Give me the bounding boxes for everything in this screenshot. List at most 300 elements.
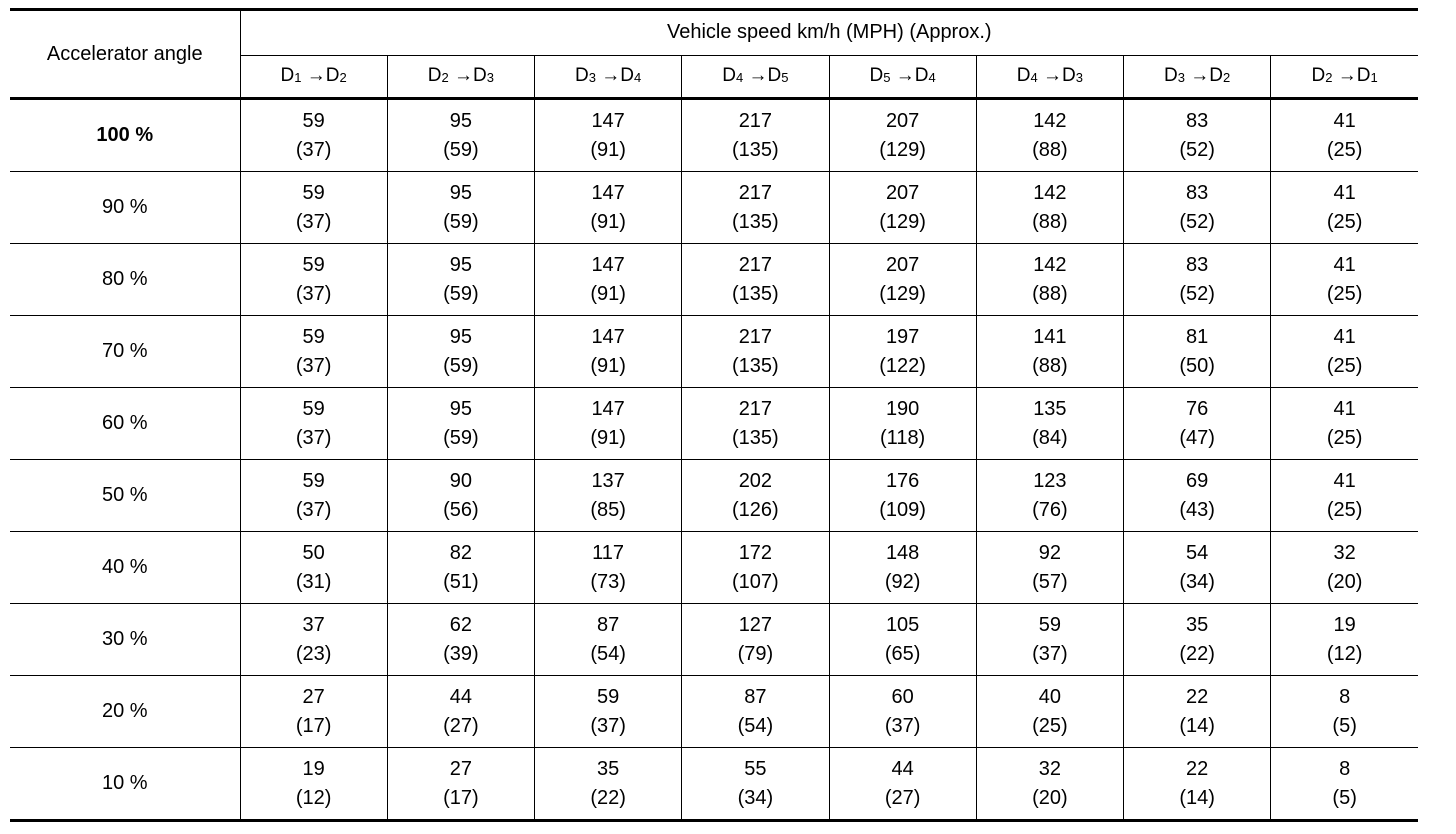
- accelerator-angle-cell: 40 %: [10, 532, 240, 604]
- speed-mph: (129): [879, 138, 926, 161]
- speed-cell: [976, 532, 1123, 604]
- speed-mph: (43): [1179, 498, 1215, 521]
- speed-mph: (22): [1179, 642, 1215, 665]
- speed-mph: (65): [884, 642, 921, 665]
- speed-cell: [1271, 388, 1418, 460]
- speed-cell: [682, 244, 829, 316]
- speed-cell: [682, 604, 829, 676]
- speed-kmh: 147: [591, 109, 625, 132]
- speed-mph: (91): [590, 426, 626, 449]
- speed-kmh: 41: [1333, 325, 1356, 348]
- shift-header-cell: [976, 55, 1123, 98]
- speed-cell: [829, 676, 976, 748]
- speed-kmh: 217: [738, 181, 773, 204]
- shift-arrow: →: [1337, 65, 1357, 87]
- speed-kmh: 207: [885, 253, 920, 276]
- speed-mph: (12): [295, 786, 332, 809]
- speed-cell: [387, 172, 534, 244]
- speed-cell: [535, 244, 682, 316]
- speed-kmh: 32: [1333, 541, 1356, 564]
- speed-cell: [682, 316, 829, 388]
- speed-cell: [829, 244, 976, 316]
- speed-mph: (27): [884, 786, 921, 809]
- speed-cell: [1271, 316, 1418, 388]
- speed-kmh: 40: [1038, 685, 1061, 708]
- speed-mph: (91): [590, 138, 626, 161]
- speed-cell: [535, 99, 682, 172]
- shift-arrow: →: [1190, 65, 1210, 87]
- speed-cell: [682, 388, 829, 460]
- speed-cell: [829, 316, 976, 388]
- speed-mph: (31): [295, 570, 332, 593]
- speed-kmh: 105: [885, 613, 920, 636]
- speed-cell: [240, 460, 387, 532]
- speed-mph: (79): [737, 642, 774, 665]
- speed-cell: [829, 388, 976, 460]
- speed-kmh: 76: [1186, 397, 1209, 420]
- shift-from-gear: 2: [441, 70, 449, 86]
- speed-kmh: 123: [1033, 469, 1067, 492]
- speed-mph: (107): [732, 570, 779, 593]
- speed-kmh: 137: [591, 469, 625, 492]
- speed-mph: (51): [443, 570, 479, 593]
- speed-kmh: 59: [302, 469, 325, 492]
- speed-mph: (109): [879, 498, 926, 521]
- speed-mph: (34): [1179, 570, 1215, 593]
- speed-cell: [829, 460, 976, 532]
- speed-cell: [1124, 604, 1271, 676]
- speed-mph: (25): [1326, 282, 1363, 305]
- speed-kmh: 83: [1186, 181, 1209, 204]
- speed-kmh: 142: [1033, 181, 1067, 204]
- speed-mph: (20): [1326, 570, 1363, 593]
- speed-cell: [829, 99, 976, 172]
- shift-from-gear: 3: [1177, 70, 1185, 86]
- table-row: [10, 748, 1418, 821]
- speed-cell: [240, 748, 387, 821]
- speed-cell: [682, 676, 829, 748]
- shift-to: D: [1356, 65, 1371, 87]
- table-row: [10, 316, 1418, 388]
- speed-kmh: 8: [1339, 757, 1351, 780]
- speed-cell: [1124, 316, 1271, 388]
- speed-kmh: 69: [1186, 469, 1209, 492]
- speed-mph: (91): [590, 282, 626, 305]
- shift-from: D: [427, 65, 442, 87]
- speed-mph: (135): [732, 282, 779, 305]
- table-row: [10, 604, 1418, 676]
- shift-to-gear: 1: [1370, 70, 1378, 86]
- speed-mph: (27): [443, 714, 479, 737]
- speed-kmh: 172: [738, 541, 773, 564]
- speed-mph: (91): [590, 354, 626, 377]
- speed-kmh: 95: [449, 325, 472, 348]
- speed-cell: [1271, 532, 1418, 604]
- speed-kmh: 37: [302, 613, 325, 636]
- shift-to: D: [1209, 65, 1223, 87]
- shift-to-gear: 2: [1223, 70, 1231, 86]
- accelerator-angle-cell: 30 %: [10, 604, 240, 676]
- speed-cell: [240, 532, 387, 604]
- shift-arrow: →: [895, 65, 915, 87]
- speed-kmh: 41: [1333, 469, 1356, 492]
- speed-kmh: 59: [302, 397, 325, 420]
- speed-mph: (37): [295, 138, 332, 161]
- speed-kmh: 60: [891, 685, 914, 708]
- shift-to: D: [325, 65, 340, 87]
- speed-cell: [1124, 244, 1271, 316]
- speed-kmh: 27: [449, 757, 472, 780]
- shift-to-gear: 4: [928, 70, 936, 86]
- speed-cell: [1124, 532, 1271, 604]
- speed-mph: (92): [884, 570, 921, 593]
- shift-from-gear: 3: [588, 70, 596, 86]
- table-row: [10, 244, 1418, 316]
- shift-from: D: [1311, 65, 1326, 87]
- speed-kmh: 55: [744, 757, 767, 780]
- speed-mph: (14): [1179, 786, 1215, 809]
- speed-cell: [240, 388, 387, 460]
- speed-kmh: 217: [738, 397, 773, 420]
- speed-cell: [387, 316, 534, 388]
- speed-mph: (37): [295, 210, 332, 233]
- speed-kmh: 92: [1038, 541, 1061, 564]
- speed-kmh: 41: [1333, 253, 1356, 276]
- speed-kmh: 190: [885, 397, 920, 420]
- shift-from-gear: 5: [883, 70, 891, 86]
- speed-kmh: 44: [449, 685, 472, 708]
- speed-cell: [829, 604, 976, 676]
- speed-mph: (23): [295, 642, 332, 665]
- shift-to: D: [914, 65, 929, 87]
- speed-kmh: 41: [1333, 109, 1356, 132]
- shift-arrow: →: [306, 65, 326, 87]
- shift-from: D: [280, 65, 295, 87]
- speed-mph: (17): [443, 786, 479, 809]
- speed-mph: (59): [443, 354, 479, 377]
- speed-cell: [682, 99, 829, 172]
- speed-kmh: 87: [597, 613, 620, 636]
- speed-kmh: 207: [885, 109, 920, 132]
- speed-kmh: 81: [1186, 325, 1209, 348]
- shift-arrow: →: [748, 65, 768, 87]
- accelerator-angle-cell: 50 %: [10, 460, 240, 532]
- speed-mph: (25): [1326, 498, 1363, 521]
- speed-mph: (52): [1179, 210, 1215, 233]
- speed-kmh: 217: [738, 325, 773, 348]
- speed-cell: [535, 604, 682, 676]
- speed-cell: [976, 748, 1123, 821]
- accelerator-angle-cell: 90 %: [10, 172, 240, 244]
- shift-to-gear: 4: [634, 70, 642, 86]
- speed-mph: (17): [295, 714, 332, 737]
- speed-cell: [240, 316, 387, 388]
- accelerator-angle-cell: 70 %: [10, 316, 240, 388]
- shift-from-gear: 4: [1030, 70, 1038, 86]
- speed-kmh: 83: [1186, 109, 1209, 132]
- speed-kmh: 147: [591, 325, 625, 348]
- speed-mph: (25): [1326, 354, 1363, 377]
- speed-kmh: 142: [1033, 253, 1067, 276]
- shift-to: D: [620, 65, 634, 87]
- speed-cell: [387, 99, 534, 172]
- speed-cell: [535, 748, 682, 821]
- shift-header-cell: [1271, 55, 1418, 98]
- speed-mph: (59): [443, 138, 479, 161]
- shift-schedule-table-wrapper: [10, 8, 1418, 822]
- table-body: [10, 99, 1418, 821]
- speed-cell: [535, 532, 682, 604]
- speed-mph: (37): [295, 282, 332, 305]
- speed-kmh: 41: [1333, 181, 1356, 204]
- accelerator-angle-cell: 10 %: [10, 748, 240, 821]
- table-row: [10, 99, 1418, 172]
- speed-cell: [1271, 748, 1418, 821]
- speed-cell: [535, 388, 682, 460]
- shift-from-gear: 2: [1325, 70, 1333, 86]
- speed-cell: [976, 676, 1123, 748]
- speed-mph: (88): [1032, 210, 1068, 233]
- speed-cell: [535, 172, 682, 244]
- speed-kmh: 50: [302, 541, 325, 564]
- speed-kmh: 22: [1186, 757, 1209, 780]
- speed-cell: [976, 388, 1123, 460]
- shift-from: D: [1164, 65, 1178, 87]
- speed-mph: (37): [590, 714, 626, 737]
- speed-mph: (52): [1179, 138, 1215, 161]
- shift-arrow: →: [601, 65, 621, 87]
- speed-kmh: 8: [1339, 685, 1351, 708]
- shift-arrow: →: [1043, 65, 1063, 87]
- speed-mph: (126): [732, 498, 779, 521]
- speed-cell: [387, 604, 534, 676]
- vehicle-speed-header: Vehicle speed km/h (MPH) (Approx.): [240, 10, 1418, 56]
- speed-cell: [829, 172, 976, 244]
- speed-kmh: 35: [1186, 613, 1209, 636]
- speed-kmh: 217: [738, 109, 773, 132]
- shift-header-cell: [387, 55, 534, 98]
- speed-kmh: 141: [1033, 325, 1067, 348]
- speed-mph: (59): [443, 282, 479, 305]
- speed-mph: (135): [732, 138, 779, 161]
- speed-cell: [387, 676, 534, 748]
- speed-kmh: 82: [449, 541, 472, 564]
- speed-mph: (88): [1032, 138, 1068, 161]
- shift-header-cell: [1124, 55, 1271, 98]
- speed-kmh: 147: [591, 397, 625, 420]
- speed-mph: (54): [737, 714, 774, 737]
- speed-kmh: 44: [891, 757, 914, 780]
- speed-mph: (20): [1032, 786, 1068, 809]
- speed-mph: (129): [879, 210, 926, 233]
- shift-to-gear: 2: [339, 70, 347, 86]
- speed-mph: (85): [590, 498, 626, 521]
- speed-kmh: 95: [449, 397, 472, 420]
- speed-kmh: 19: [1333, 613, 1356, 636]
- speed-cell: [829, 532, 976, 604]
- speed-kmh: 22: [1186, 685, 1209, 708]
- speed-mph: (5): [1332, 786, 1357, 809]
- speed-cell: [976, 172, 1123, 244]
- speed-cell: [535, 316, 682, 388]
- speed-mph: (5): [1332, 714, 1357, 737]
- speed-cell: [682, 748, 829, 821]
- table-row: [10, 172, 1418, 244]
- speed-kmh: 147: [591, 253, 625, 276]
- shift-to: D: [767, 65, 782, 87]
- speed-mph: (76): [1032, 498, 1068, 521]
- table-row: [10, 460, 1418, 532]
- speed-mph: (52): [1179, 282, 1215, 305]
- speed-mph: (39): [443, 642, 479, 665]
- speed-mph: (37): [295, 498, 332, 521]
- accelerator-angle-cell: 20 %: [10, 676, 240, 748]
- speed-mph: (118): [880, 426, 926, 449]
- shift-from: D: [575, 65, 589, 87]
- shift-header-cell: [829, 55, 976, 98]
- speed-mph: (12): [1326, 642, 1363, 665]
- speed-kmh: 59: [302, 181, 325, 204]
- speed-kmh: 217: [738, 253, 773, 276]
- speed-kmh: 59: [302, 109, 325, 132]
- speed-kmh: 54: [1186, 541, 1209, 564]
- table-row: [10, 676, 1418, 748]
- table-row: [10, 532, 1418, 604]
- speed-kmh: 35: [597, 757, 620, 780]
- speed-kmh: 19: [302, 757, 325, 780]
- speed-mph: (54): [590, 642, 626, 665]
- speed-cell: [1124, 99, 1271, 172]
- speed-cell: [535, 676, 682, 748]
- speed-cell: [976, 316, 1123, 388]
- speed-kmh: 207: [885, 181, 920, 204]
- speed-mph: (88): [1032, 354, 1068, 377]
- speed-cell: [976, 244, 1123, 316]
- speed-mph: (37): [295, 426, 332, 449]
- speed-mph: (25): [1326, 210, 1363, 233]
- speed-kmh: 147: [591, 181, 625, 204]
- speed-kmh: 27: [302, 685, 325, 708]
- speed-mph: (135): [732, 426, 779, 449]
- speed-cell: [1271, 676, 1418, 748]
- shift-from-gear: 1: [294, 70, 302, 86]
- speed-kmh: 90: [449, 469, 472, 492]
- speed-cell: [1271, 172, 1418, 244]
- speed-kmh: 32: [1038, 757, 1061, 780]
- speed-mph: (47): [1179, 426, 1215, 449]
- speed-mph: (25): [1326, 426, 1363, 449]
- speed-kmh: 135: [1033, 397, 1067, 420]
- shift-header-cell: [682, 55, 829, 98]
- speed-mph: (37): [295, 354, 332, 377]
- speed-cell: [535, 460, 682, 532]
- speed-mph: (91): [590, 210, 626, 233]
- shift-schedule-table: [10, 8, 1418, 822]
- speed-kmh: 197: [885, 325, 920, 348]
- speed-cell: [240, 99, 387, 172]
- speed-cell: [682, 460, 829, 532]
- shift-arrow: →: [454, 65, 474, 87]
- speed-cell: [1124, 460, 1271, 532]
- speed-kmh: 62: [449, 613, 472, 636]
- speed-kmh: 41: [1333, 397, 1356, 420]
- speed-cell: [976, 460, 1123, 532]
- shift-from: D: [722, 65, 736, 87]
- speed-cell: [1271, 460, 1418, 532]
- speed-mph: (59): [443, 210, 479, 233]
- speed-cell: [1124, 172, 1271, 244]
- accelerator-angle-cell: 80 %: [10, 244, 240, 316]
- speed-kmh: 148: [885, 541, 920, 564]
- speed-cell: [1271, 244, 1418, 316]
- speed-mph: (84): [1032, 426, 1068, 449]
- speed-cell: [1124, 748, 1271, 821]
- speed-kmh: 87: [744, 685, 767, 708]
- speed-cell: [1271, 604, 1418, 676]
- accelerator-angle-header: Accelerator angle: [10, 10, 240, 99]
- shift-to: D: [1062, 65, 1076, 87]
- speed-cell: [387, 748, 534, 821]
- shift-to-gear: 3: [486, 70, 494, 86]
- speed-cell: [829, 748, 976, 821]
- speed-mph: (37): [1032, 642, 1068, 665]
- speed-cell: [682, 172, 829, 244]
- speed-kmh: 59: [302, 253, 325, 276]
- speed-kmh: 95: [449, 181, 472, 204]
- speed-mph: (50): [1179, 354, 1215, 377]
- speed-kmh: 59: [1038, 613, 1061, 636]
- speed-kmh: 83: [1186, 253, 1209, 276]
- speed-cell: [240, 172, 387, 244]
- speed-kmh: 176: [885, 469, 920, 492]
- speed-cell: [387, 460, 534, 532]
- accelerator-angle-cell: 100 %: [10, 99, 240, 172]
- speed-cell: [240, 604, 387, 676]
- shift-to: D: [473, 65, 487, 87]
- speed-kmh: 95: [449, 253, 472, 276]
- accelerator-angle-cell: 60 %: [10, 388, 240, 460]
- speed-kmh: 117: [592, 541, 625, 564]
- speed-cell: [682, 532, 829, 604]
- table-row: [10, 388, 1418, 460]
- speed-kmh: 59: [597, 685, 620, 708]
- speed-mph: (57): [1032, 570, 1068, 593]
- speed-mph: (88): [1032, 282, 1068, 305]
- speed-cell: [387, 388, 534, 460]
- speed-mph: (129): [879, 282, 926, 305]
- speed-mph: (135): [732, 210, 779, 233]
- speed-mph: (135): [732, 354, 779, 377]
- speed-kmh: 59: [302, 325, 325, 348]
- speed-kmh: 142: [1033, 109, 1067, 132]
- speed-cell: [1124, 676, 1271, 748]
- shift-header-cell: [535, 55, 682, 98]
- speed-mph: (25): [1326, 138, 1363, 161]
- speed-cell: [387, 244, 534, 316]
- shift-header-cell: [240, 55, 387, 98]
- speed-mph: (122): [879, 354, 926, 377]
- speed-cell: [976, 99, 1123, 172]
- speed-mph: (73): [590, 570, 626, 593]
- speed-kmh: 202: [738, 469, 773, 492]
- speed-kmh: 127: [738, 613, 773, 636]
- speed-mph: (25): [1032, 714, 1068, 737]
- speed-cell: [1271, 99, 1418, 172]
- speed-cell: [976, 604, 1123, 676]
- shift-from: D: [1016, 65, 1031, 87]
- speed-mph: (56): [443, 498, 479, 521]
- speed-cell: [387, 532, 534, 604]
